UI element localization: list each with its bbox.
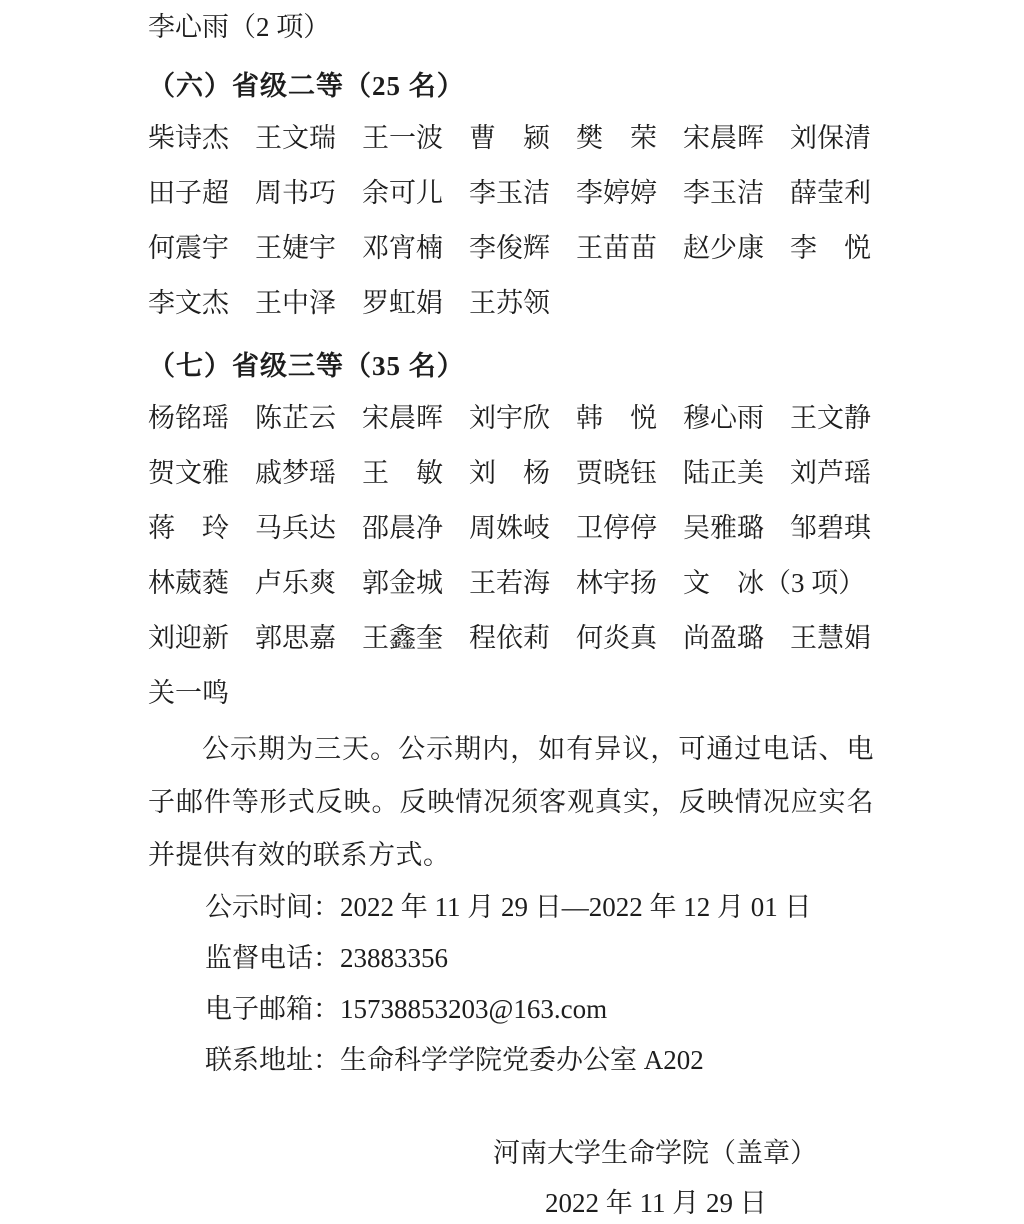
name-cell: 程依莉 [469,623,550,653]
date-line: 2022 年 11 月 29 日 [545,1188,767,1218]
name-cell: 王文瑞 [255,123,336,153]
name-row [148,553,874,608]
name-cell: 王苗苗 [576,233,657,263]
name-cell: 王鑫奎 [362,623,443,653]
name-cell: 陆正美 [683,458,764,488]
name-row [148,498,874,553]
name-cell: 郭思嘉 [255,623,336,653]
info-line: 公示时间：2022 年 11 月 29 日—2022 年 12 月 01 日 [205,892,812,922]
info-line: 监督电话：23883356 [205,943,448,973]
name-row [148,218,874,273]
notice-paragraph: 公示期为三天。公示期内，如有异议，可通过电话、电子邮件等形式反映。反映情况须客观真实，反映情况应实名并提供有效的联系方式。 [148,734,874,870]
name-cell: 邓宵楠 [362,233,443,263]
name-cell: 邹碧琪 [790,513,871,543]
name-row [148,443,874,498]
name-cell: 李玉洁 [683,178,764,208]
name-cell: 韩 悦 [576,403,657,433]
name-cell: 林葳蕤 [148,568,229,598]
name-cell: 宋晨晖 [683,123,764,153]
name-cell: 郭金城 [362,568,443,598]
name-cell: 文 冰（3 项） [683,568,866,598]
name-cell: 王中泽 [255,288,336,318]
carryover-name-line: 李心雨（2 项） [148,12,331,42]
name-cell: 刘迎新 [148,623,229,653]
name-cell: 余可儿 [362,178,443,208]
name-cell: 赵少康 [683,233,764,263]
info-lines [148,882,874,1086]
name-cell: 贺文雅 [148,458,229,488]
name-row [148,608,874,663]
info-line: 联系地址：生命科学学院党委办公室 A202 [205,1045,704,1075]
name-cell: 李婷婷 [576,178,657,208]
name-cell: 周书巧 [255,178,336,208]
name-cell: 关一鸣 [148,678,229,708]
name-cell: 王文静 [790,403,871,433]
name-cell: 田子超 [148,178,229,208]
name-cell: 何震宇 [148,233,229,263]
name-cell: 薛莹利 [790,178,871,208]
name-cell: 王苏领 [469,288,550,318]
name-cell: 刘芦瑶 [790,458,871,488]
name-cell: 王一波 [362,123,443,153]
name-cell: 李俊辉 [469,233,550,263]
name-cell: 吴雅璐 [683,513,764,543]
name-cell: 卫停停 [576,513,657,543]
name-cell: 刘宇欣 [469,403,550,433]
name-cell: 杨铭瑶 [148,403,229,433]
name-cell: 刘保清 [790,123,871,153]
name-cell: 李文杰 [148,288,229,318]
signature-line: 河南大学生命学院（盖章） [493,1138,817,1168]
name-cell: 王慧娟 [790,623,871,653]
name-cell: 卢乐爽 [255,568,336,598]
name-cell: 何炎真 [576,623,657,653]
name-cell: 刘 杨 [469,458,550,488]
name-cell: 贾晓钰 [576,458,657,488]
name-cell: 尚盈璐 [683,623,764,653]
name-cell: 王若海 [469,568,550,598]
name-cell: 穆心雨 [683,403,764,433]
name-cell: 罗虹娟 [362,288,443,318]
name-row [148,663,874,718]
name-cell: 宋晨晖 [362,403,443,433]
name-row [148,273,874,328]
name-cell: 马兵达 [255,513,336,543]
name-row [148,388,874,443]
section-heading: （六）省级二等（25 名） [148,71,465,101]
name-cell: 王婕宇 [255,233,336,263]
name-cell: 柴诗杰 [148,123,229,153]
name-cell: 蒋 玲 [148,513,229,543]
sections [148,64,874,718]
name-cell: 戚梦瑶 [255,458,336,488]
info-line: 电子邮箱：15738853203@163.com [205,994,608,1024]
name-cell: 王 敏 [362,458,443,488]
name-cell: 林宇扬 [576,568,657,598]
name-cell: 周姝岐 [469,513,550,543]
name-row [148,108,874,163]
name-cell: 樊 荣 [576,123,657,153]
name-cell: 邵晨净 [362,513,443,543]
name-cell: 李玉洁 [469,178,550,208]
name-cell: 陈芷云 [255,403,336,433]
name-row [148,163,874,218]
name-cell: 李 悦 [790,233,871,263]
name-cell: 曹 颍 [469,123,550,153]
section-heading: （七）省级三等（35 名） [148,351,465,381]
